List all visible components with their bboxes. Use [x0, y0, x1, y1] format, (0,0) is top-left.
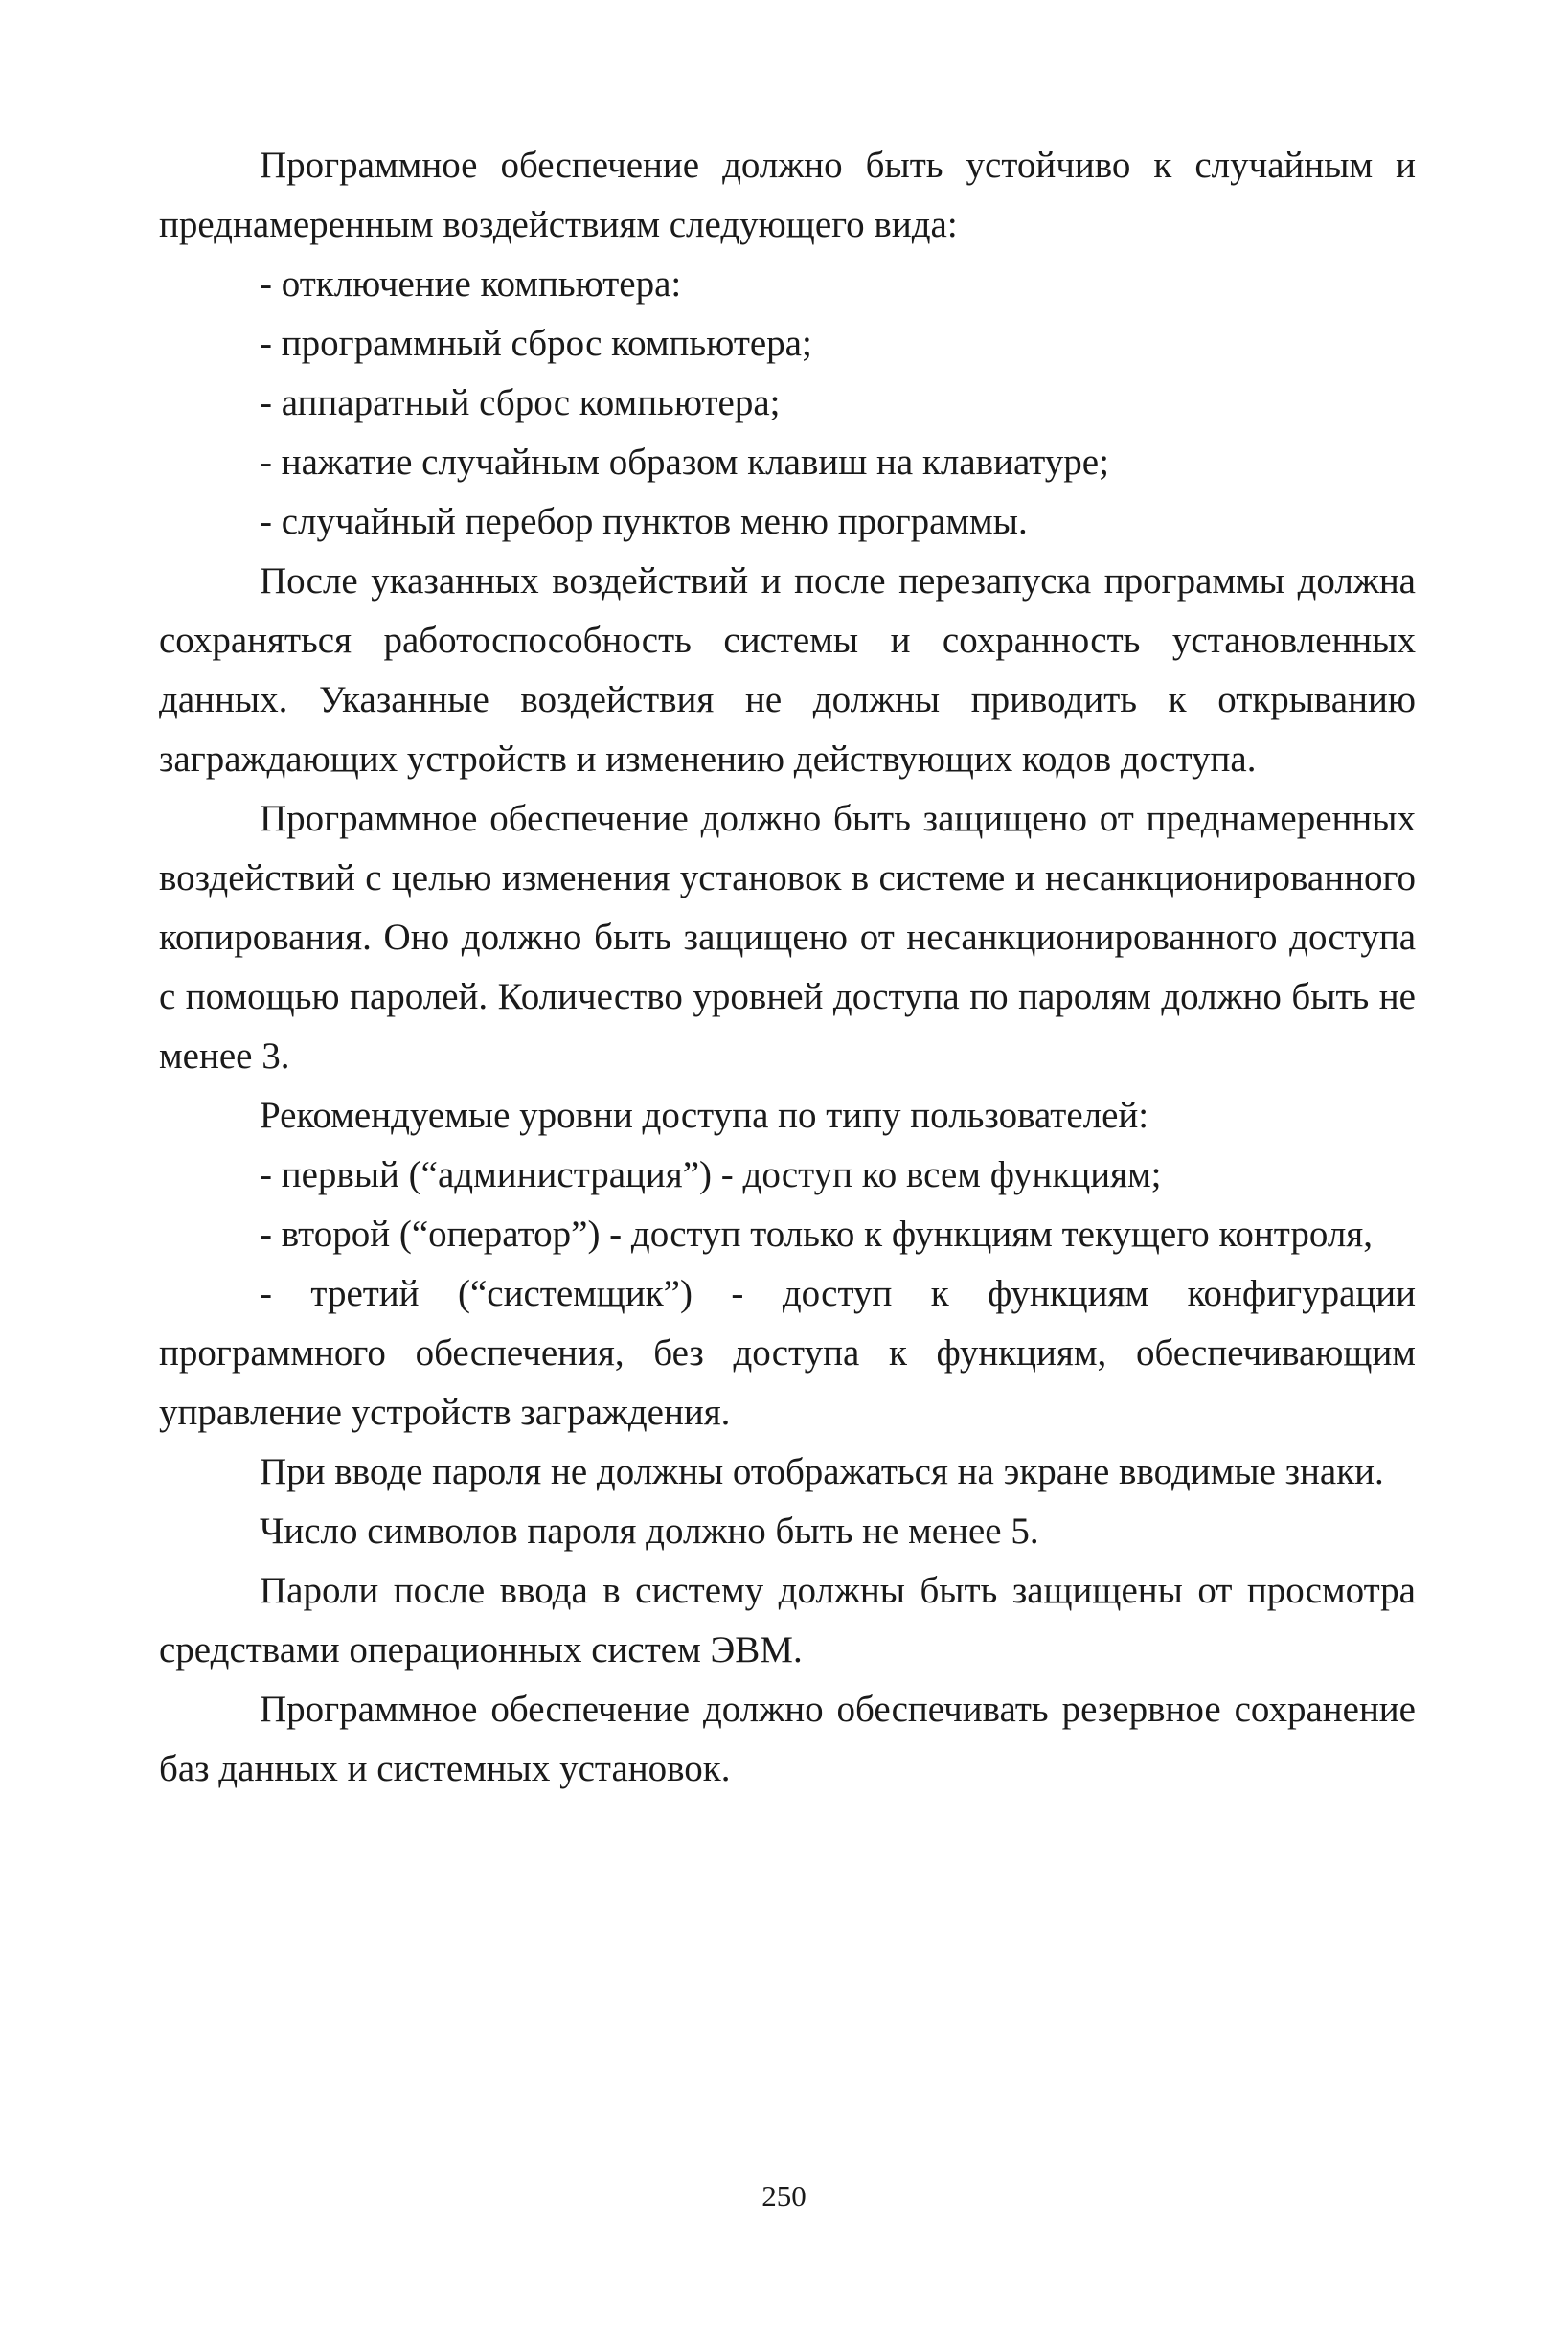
paragraph-password-length: Число символов пароля должно быть не менее 5. — [260, 1511, 1039, 1552]
list-item-random-menu: - случайный перебор пунктов меню программы. — [260, 501, 1028, 542]
paragraph-password-hidden: При вводе пароля не должны отображаться на экране вводимые знаки. — [260, 1451, 1384, 1492]
paragraph-password-protection: Пароли после ввода в систему должны быть защищены от просмотра средствами операционных систем ЭВМ. — [159, 1570, 1416, 1671]
list-item-software-reset: - программный сброс компьютера; — [260, 323, 812, 364]
paragraph-robustness-intro: Программное обеспечение должно быть устойчиво к случайным и преднамеренным воздействиям следующего вида: — [159, 145, 1416, 245]
paragraph-backup: Программное обеспечение должно обеспечивать резервное сохранение баз данных и системных установок. — [159, 1689, 1416, 1789]
paragraph-access-levels-intro: Рекомендуемые уровни доступа по типу пользователей: — [260, 1095, 1149, 1136]
page-number: 250 — [761, 2179, 807, 2213]
list-item-level-operator: - второй (“оператор”) - доступ только к функциям текущего контроля, — [260, 1214, 1373, 1255]
list-item-shutdown: - отключение компьютера: — [260, 263, 682, 305]
list-item-random-keys: - нажатие случайным образом клавиш на клавиатуре; — [260, 442, 1109, 483]
paragraph-protection: Программное обеспечение должно быть защищено от преднамеренных воздействий с целью изменения установок в системе и несанкционированного копирования. Оно должно быть защищено от несанкционированного доступа с помощью паролей. Количество уровней доступа по паролям должно быть не менее 3. — [159, 798, 1416, 1077]
list-item-level-sysadmin: - третий (“системщик”) - доступ к функциям конфигурации программного обеспечения, без доступа к функциям, обеспечивающим управление устройств заграждения. — [159, 1273, 1416, 1433]
paragraph-after-restart: После указанных воздействий и после перезапуска программы должна сохраняться работоспособность системы и сохранность установленных данных. Указанные воздействия не должны приводить к открыванию заграждающих устройств и изменению действующих кодов доступа. — [159, 560, 1416, 780]
list-item-level-admin: - первый (“администрация”) - доступ ко всем функциям; — [260, 1154, 1162, 1195]
page-body — [159, 136, 1416, 1799]
list-item-hardware-reset: - аппаратный сброс компьютера; — [260, 382, 781, 423]
